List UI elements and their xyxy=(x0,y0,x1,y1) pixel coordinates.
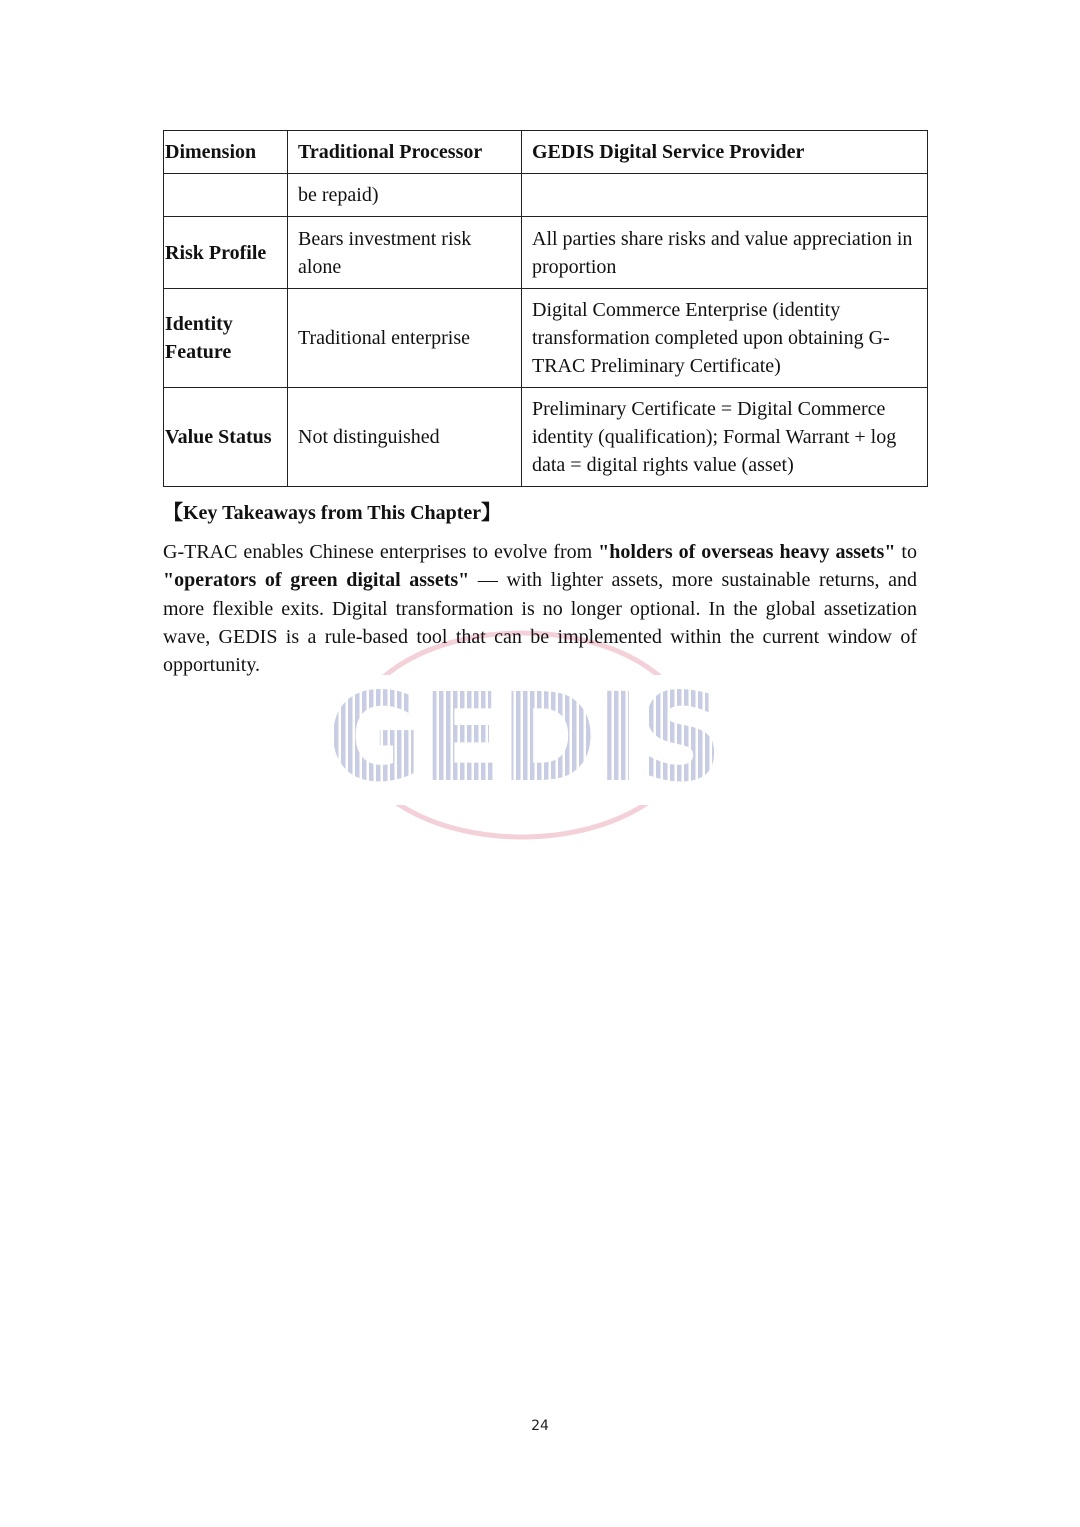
row-label: Identity Feature xyxy=(164,289,288,388)
traditional-cell: Traditional enterprise xyxy=(288,289,522,388)
paragraph-text: G-TRAC enables Chinese enterprises to evolve from xyxy=(163,541,599,563)
traditional-cell: Not distinguished xyxy=(288,388,522,487)
row-label: Value Status xyxy=(164,388,288,487)
table-row xyxy=(164,217,928,289)
row-label: Risk Profile xyxy=(164,217,288,289)
watermark-text: GEDIS xyxy=(327,667,723,809)
paragraph-text: — with lighter assets, more sustainable returns, and more flexible exits. Digital transformation is no longer optional. In the global assetization wave, GEDIS is a rule-based tool that can be implemented within the current window of opportunity. xyxy=(163,569,917,677)
header-dimension: Dimension xyxy=(164,131,288,174)
gedis-cell: Preliminary Certificate = Digital Commerce identity (qualification); Formal Warrant + log data = digital rights value (asset) xyxy=(522,388,928,487)
table-row xyxy=(164,289,928,388)
gedis-cell: Digital Commerce Enterprise (identity transformation completed upon obtaining G-TRAC Preliminary Certificate) xyxy=(522,289,928,388)
section-heading: 【Key Takeaways from This Chapter】 xyxy=(163,502,502,524)
gedis-cell xyxy=(522,174,928,217)
table-row xyxy=(164,174,928,217)
paragraph-text: to xyxy=(895,541,917,563)
row-label xyxy=(164,174,288,217)
bold-phrase: "operators of green digital assets" xyxy=(163,569,470,592)
page-number: 24 xyxy=(531,1418,549,1434)
traditional-cell: Bears investment risk alone xyxy=(288,217,522,289)
header-gedis-provider: GEDIS Digital Service Provider xyxy=(522,131,928,174)
comparison-table xyxy=(163,130,928,487)
gedis-cell: All parties share risks and value appreciation in proportion xyxy=(522,217,928,289)
table-header-row xyxy=(164,131,928,174)
takeaway-paragraph xyxy=(163,538,917,679)
header-traditional-processor: Traditional Processor xyxy=(288,131,522,174)
traditional-cell: be repaid) xyxy=(288,174,522,217)
bold-phrase: "holders of overseas heavy assets" xyxy=(598,541,896,563)
table-row xyxy=(164,388,928,487)
